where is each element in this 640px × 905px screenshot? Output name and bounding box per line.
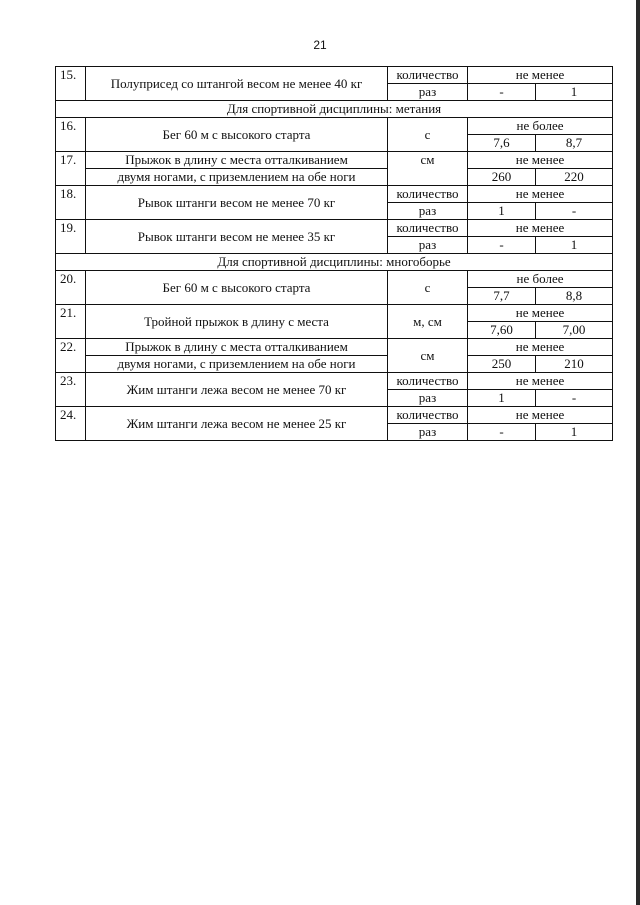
unit: с bbox=[388, 118, 468, 152]
value-1: - bbox=[468, 237, 536, 254]
exercise-name: Жим штанги лежа весом не менее 25 кг bbox=[86, 407, 388, 441]
row-number: 24. bbox=[56, 407, 86, 441]
table-row bbox=[56, 339, 613, 356]
value-1: - bbox=[468, 424, 536, 441]
unit: см bbox=[388, 152, 468, 186]
exercise-name: Жим штанги лежа весом не менее 70 кг bbox=[86, 373, 388, 407]
row-number: 17. bbox=[56, 152, 86, 186]
criterion: не менее bbox=[468, 339, 613, 356]
value-1: - bbox=[468, 84, 536, 101]
criterion: не более bbox=[468, 271, 613, 288]
exercise-name: Полуприсед со штангой весом не менее 40 кг bbox=[86, 67, 388, 101]
table-row bbox=[56, 220, 613, 237]
value-2: 1 bbox=[536, 84, 613, 101]
row-number: 20. bbox=[56, 271, 86, 305]
unit-line-1: количество bbox=[388, 220, 468, 237]
row-number: 21. bbox=[56, 305, 86, 339]
row-number: 23. bbox=[56, 373, 86, 407]
unit-line-1: количество bbox=[388, 373, 468, 390]
value-2: 1 bbox=[536, 237, 613, 254]
unit: см bbox=[388, 339, 468, 373]
scan-edge bbox=[636, 0, 640, 905]
value-2: 7,00 bbox=[536, 322, 613, 339]
section-row bbox=[56, 254, 613, 271]
unit: с bbox=[388, 271, 468, 305]
criterion: не менее bbox=[468, 373, 613, 390]
exercise-name-line-2: двумя ногами, с приземлением на обе ноги bbox=[86, 169, 388, 186]
criterion: не менее bbox=[468, 305, 613, 322]
value-1: 260 bbox=[468, 169, 536, 186]
unit: м, см bbox=[388, 305, 468, 339]
exercise-name: Рывок штанги весом не менее 35 кг bbox=[86, 220, 388, 254]
criterion: не менее bbox=[468, 67, 613, 84]
value-2: - bbox=[536, 390, 613, 407]
page-number: 21 bbox=[313, 38, 327, 52]
section-heading: Для спортивной дисциплины: многоборье bbox=[56, 254, 613, 271]
table-row bbox=[56, 186, 613, 203]
table-row bbox=[56, 169, 613, 186]
value-2: 210 bbox=[536, 356, 613, 373]
value-1: 7,60 bbox=[468, 322, 536, 339]
table-row bbox=[56, 356, 613, 373]
unit-line-1: количество bbox=[388, 67, 468, 84]
exercise-name: Тройной прыжок в длину с места bbox=[86, 305, 388, 339]
exercise-name: Бег 60 м с высокого старта bbox=[86, 118, 388, 152]
value-2: 220 bbox=[536, 169, 613, 186]
table-row bbox=[56, 271, 613, 288]
unit-line-2: раз bbox=[388, 390, 468, 407]
value-2: - bbox=[536, 203, 613, 220]
unit-line-2: раз bbox=[388, 424, 468, 441]
value-1: 250 bbox=[468, 356, 536, 373]
value-1: 1 bbox=[468, 203, 536, 220]
exercise-name-line-1: Прыжок в длину с места отталкиванием bbox=[86, 339, 388, 356]
table-row bbox=[56, 67, 613, 84]
unit-line-1: количество bbox=[388, 186, 468, 203]
unit-line-1: количество bbox=[388, 407, 468, 424]
criterion: не менее bbox=[468, 152, 613, 169]
value-2: 8,8 bbox=[536, 288, 613, 305]
table-row bbox=[56, 373, 613, 390]
value-2: 1 bbox=[536, 424, 613, 441]
row-number: 19. bbox=[56, 220, 86, 254]
section-heading: Для спортивной дисциплины: метания bbox=[56, 101, 613, 118]
section-row bbox=[56, 101, 613, 118]
row-number: 15. bbox=[56, 67, 86, 101]
criterion: не менее bbox=[468, 186, 613, 203]
row-number: 18. bbox=[56, 186, 86, 220]
exercise-name: Бег 60 м с высокого старта bbox=[86, 271, 388, 305]
criterion: не менее bbox=[468, 220, 613, 237]
exercise-name-line-1: Прыжок в длину с места отталкиванием bbox=[86, 152, 388, 169]
table-row bbox=[56, 305, 613, 322]
norms-table bbox=[55, 66, 613, 441]
value-1: 7,7 bbox=[468, 288, 536, 305]
unit-line-2: раз bbox=[388, 203, 468, 220]
value-1: 7,6 bbox=[468, 135, 536, 152]
table-row bbox=[56, 407, 613, 424]
value-2: 8,7 bbox=[536, 135, 613, 152]
value-1: 1 bbox=[468, 390, 536, 407]
unit-line-2: раз bbox=[388, 237, 468, 254]
exercise-name: Рывок штанги весом не менее 70 кг bbox=[86, 186, 388, 220]
row-number: 16. bbox=[56, 118, 86, 152]
table-row bbox=[56, 152, 613, 169]
criterion: не более bbox=[468, 118, 613, 135]
criterion: не менее bbox=[468, 407, 613, 424]
table-row bbox=[56, 118, 613, 135]
row-number: 22. bbox=[56, 339, 86, 373]
unit-line-2: раз bbox=[388, 84, 468, 101]
exercise-name-line-2: двумя ногами, с приземлением на обе ноги bbox=[86, 356, 388, 373]
